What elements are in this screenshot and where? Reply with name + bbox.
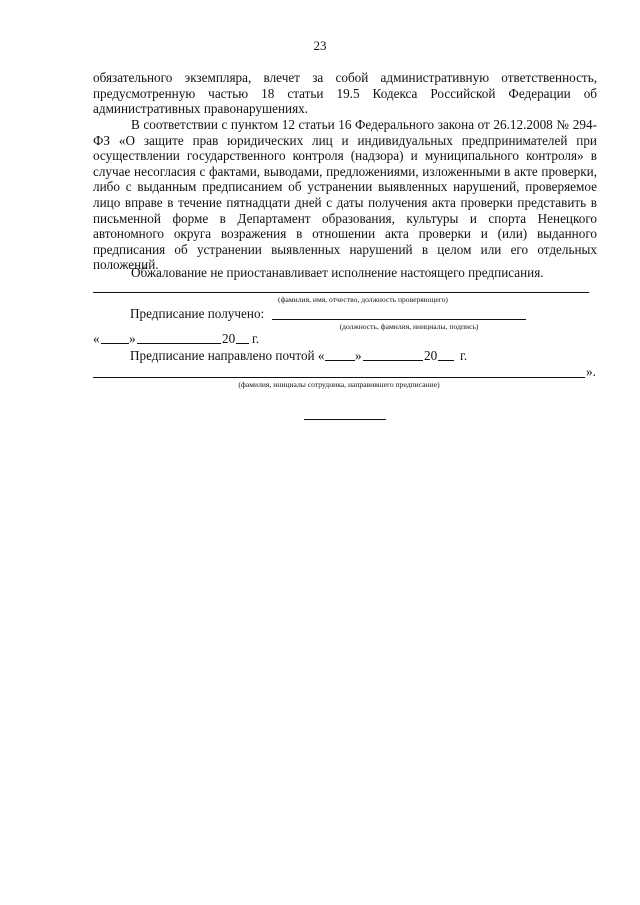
- mailed-month-line: [363, 360, 423, 361]
- mailed-label: Предписание направлено почтой «: [130, 348, 325, 363]
- page-number: 23: [313, 38, 327, 53]
- inspector-signature-line: [93, 292, 589, 293]
- received-caption: (должность, фамилия, инициалы, подпись): [339, 322, 479, 331]
- date-day-line: [101, 343, 129, 344]
- date-open-quote: «: [93, 331, 100, 346]
- sender-signature-line: [93, 377, 585, 378]
- received-label: Предписание получено:: [130, 306, 265, 321]
- date-year-prefix: 20: [222, 331, 236, 346]
- paragraph-appeal-rights: [93, 117, 597, 273]
- closing-divider: [304, 419, 386, 420]
- mailed-close-quote: »: [355, 348, 362, 363]
- date-month-line: [137, 343, 221, 344]
- received-signature-line: [272, 319, 526, 320]
- sender-caption: (фамилия, инициалы сотрудника, направившего предписание): [238, 380, 440, 389]
- date-year-suffix: г.: [252, 331, 260, 346]
- date-close-quote: »: [129, 331, 136, 346]
- paragraph-appeal-rights-text: В соответствии с пунктом 12 статьи 16 Федерального закона от 26.12.2008 № 294-ФЗ «О защите прав юридических лиц и индивидуальных предпринимателей при осуществлении государственного контроля (надзора) и муниципального контроля» в случае несогласия с фактами, выводами, предложениями, изложенными в акте проверки, либо с выданным предписанием об устранении выявленных нарушений, проверяемое лицо вправе в течение пятнадцати дней с даты получения акта проверки представить в письменной форме в Департамент образования, культуры и спорта Ненецкого автономного округа возражения в отношении акта проверки и (или) выданного предписания об устранении выявленных нарушений в целом или его отдельных положений.: [93, 117, 597, 273]
- paragraph-liability: [93, 70, 597, 117]
- mailed-year-prefix: 20: [424, 348, 438, 363]
- paragraph-liability-text: обязательного экземпляра, влечет за собой административную ответственность, предусмотренную частью 18 статьи 19.5 Кодекса Российской Федерации об административных правонарушениях.: [93, 70, 597, 117]
- mailed-day-line: [325, 360, 355, 361]
- inspector-caption: (фамилия, имя, отчество, должность проверяющего): [278, 295, 448, 304]
- paragraph-no-suspension-text: Обжалование не приостанавливает исполнение настоящего предписания.: [131, 265, 544, 280]
- mailed-year-line: [438, 360, 454, 361]
- paragraph-no-suspension: [93, 265, 597, 281]
- mailed-year-suffix: г.: [460, 348, 468, 363]
- date-year-line: [236, 343, 249, 344]
- sender-line-end: ».: [586, 364, 596, 379]
